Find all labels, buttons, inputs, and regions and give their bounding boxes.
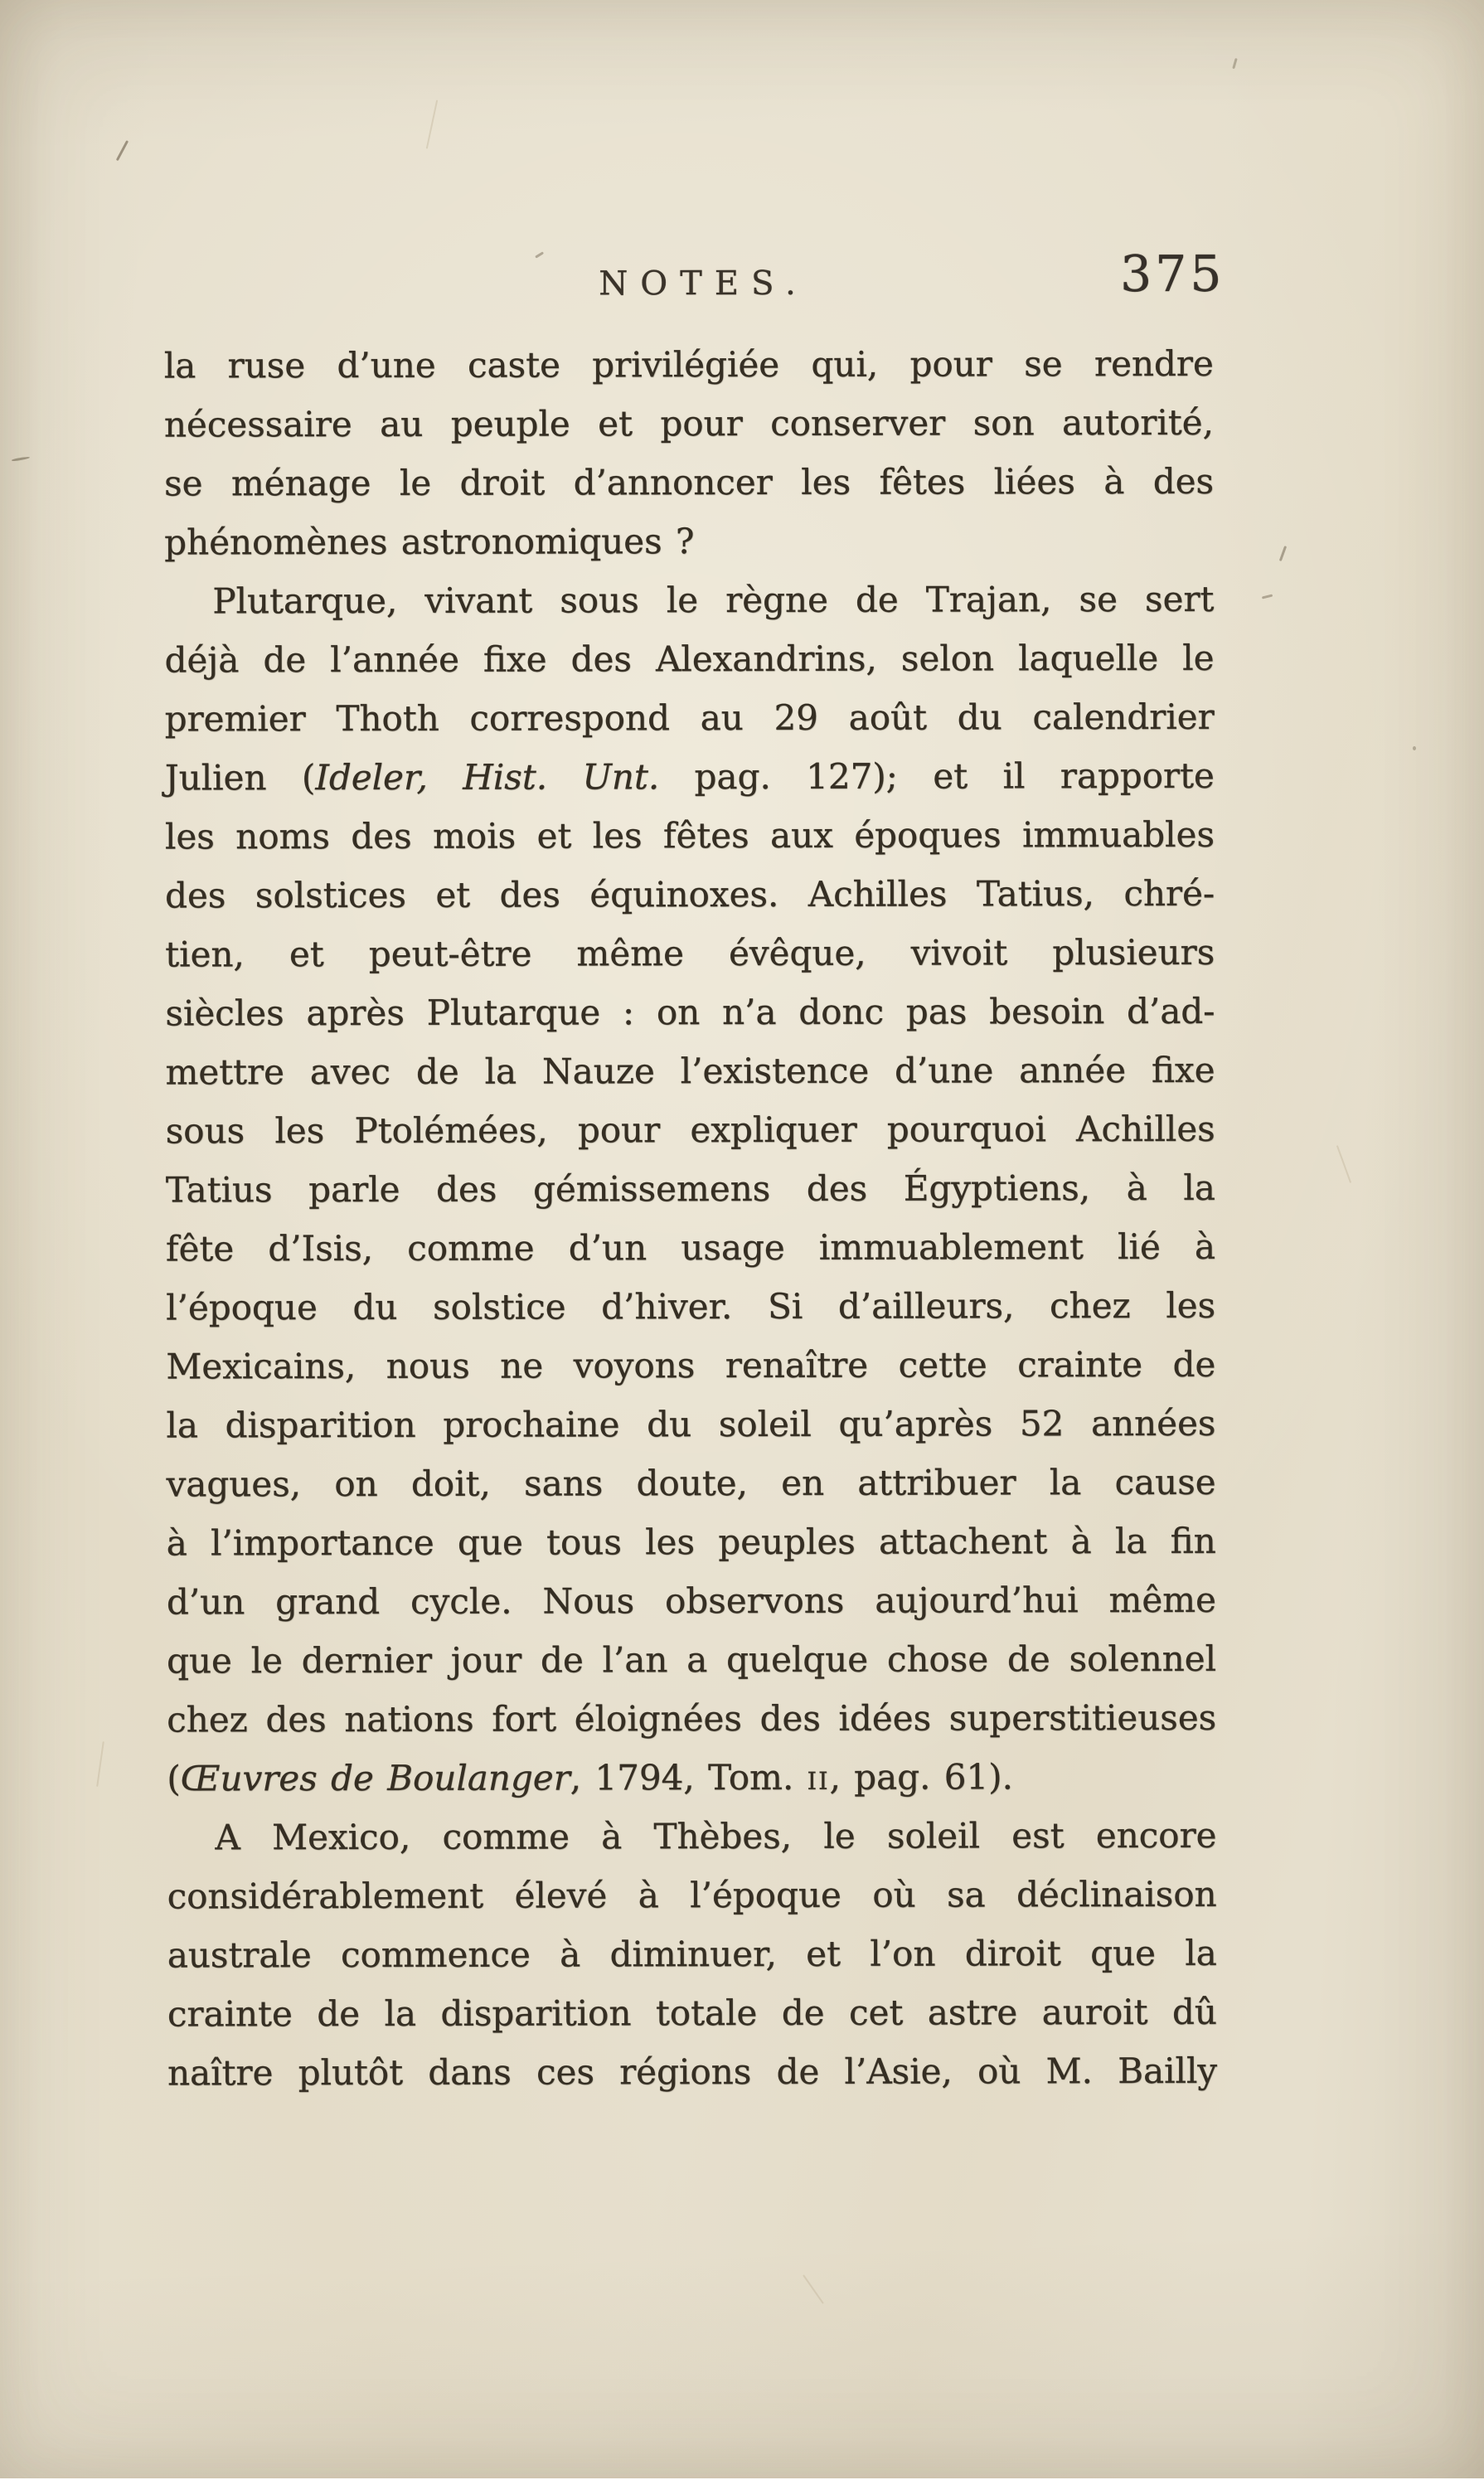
text-line xyxy=(166,1217,1215,1279)
text-segment: Mexicains, nous ne voyons renaître cette crainte de xyxy=(166,1343,1216,1387)
running-head-title: NOTES. xyxy=(599,264,808,303)
text-line xyxy=(164,393,1214,454)
smallcaps-text: ii xyxy=(807,1756,830,1798)
text-line xyxy=(167,2041,1217,2103)
text-segment: chez des nations fort éloignées des idées superstitieuses xyxy=(167,1696,1217,1740)
text-segment: crainte de la disparition totale de cet astre auroit dû xyxy=(167,1991,1218,2035)
text-line xyxy=(164,570,1214,631)
italic-text: Œuvres de Boulanger xyxy=(180,1757,570,1799)
text-line xyxy=(167,1983,1217,2044)
text-segment: Julien ( xyxy=(164,757,316,798)
text-line xyxy=(164,452,1214,513)
page-number: 375 xyxy=(1119,245,1225,304)
text-line xyxy=(167,1688,1216,1750)
text-line xyxy=(166,1099,1215,1161)
text-line xyxy=(164,628,1214,690)
text-segment: premier Thoth correspond au 29 août du calendrier xyxy=(164,696,1215,740)
text-line xyxy=(167,1747,1216,1808)
body-text xyxy=(164,334,1217,2103)
text-segment: tien, et peut-être même évêque, vivoit plusieurs xyxy=(165,931,1215,975)
text-line xyxy=(166,1041,1215,1102)
text-segment: naître plutôt dans ces régions de l’Asie, où M. Bailly xyxy=(167,2050,1218,2094)
italic-text: Ideler, Hist. Unt. xyxy=(315,756,660,798)
text-segment: nécessaire au peuple et pour conserver son autorité, xyxy=(163,401,1214,445)
text-segment: Plutarque, vivant sous le règne de Trajan, se sert xyxy=(212,578,1215,622)
text-line xyxy=(164,511,1214,572)
text-line xyxy=(167,1924,1217,1985)
text-segment: l’époque du solstice d’hiver. Si d’ailleurs, chez les xyxy=(166,1284,1216,1328)
text-segment: Tatius parle des gémissemens des Égyptiens, à la xyxy=(165,1167,1215,1211)
text-line xyxy=(165,923,1215,984)
text-segment: ( xyxy=(167,1758,181,1799)
text-segment: , pag. 61). xyxy=(829,1756,1014,1798)
text-segment: phénomènes astronomiques ? xyxy=(164,521,695,563)
text-line xyxy=(167,1453,1216,1514)
text-segment: les noms des mois et les fêtes aux époques immuables xyxy=(164,813,1215,857)
text-line xyxy=(166,1276,1215,1337)
text-line xyxy=(167,1806,1216,1867)
text-line xyxy=(165,864,1215,925)
text-line xyxy=(167,1512,1216,1573)
text-line xyxy=(167,1629,1216,1691)
text-line xyxy=(165,687,1215,749)
text-line xyxy=(167,1570,1216,1632)
text-line xyxy=(165,982,1215,1043)
text-segment: considérablement élevé à l’époque où sa déclinaison xyxy=(167,1873,1217,1917)
text-segment: , 1794, Tom. xyxy=(570,1756,807,1798)
text-segment: pag. 127); et il rapporte xyxy=(659,755,1215,798)
text-line xyxy=(165,805,1215,866)
text-line xyxy=(165,746,1215,808)
text-segment: A Mexico, comme à Thèbes, le soleil est encore xyxy=(215,1814,1217,1858)
text-segment: d’un grand cycle. Nous observons aujourd’hui même xyxy=(166,1579,1216,1623)
text-segment: vagues, on doit, sans doute, en attribuer la cause xyxy=(166,1461,1216,1505)
text-line xyxy=(166,1394,1215,1455)
text-segment: sous les Ptolémées, pour expliquer pourquoi Achilles xyxy=(165,1108,1215,1152)
text-segment: mettre avec de la Nauze l’existence d’une année fixe xyxy=(165,1049,1215,1093)
text-segment: se ménage le droit d’annoncer les fêtes liées à des xyxy=(164,460,1215,504)
text-segment: la ruse d’une caste privilégiée qui, pour se rendre xyxy=(163,342,1214,386)
text-segment: déjà de l’année fixe des Alexandrins, selon laquelle le xyxy=(164,637,1215,681)
text-line xyxy=(164,334,1214,396)
text-segment: australe commence à diminuer, et l’on diroit que la xyxy=(167,1932,1217,1976)
text-line xyxy=(166,1335,1215,1396)
text-segment: que le dernier jour de l’an a quelque chose de solennel xyxy=(167,1638,1217,1682)
text-segment: siècles après Plutarque : on n’a donc pas besoin d’ad- xyxy=(165,990,1215,1034)
text-line xyxy=(166,1158,1215,1220)
text-segment: des solstices et des équinoxes. Achilles Tatius, chré- xyxy=(165,872,1215,916)
text-line xyxy=(167,1865,1217,1926)
text-segment: la disparition prochaine du soleil qu’après 52 années xyxy=(166,1402,1216,1446)
text-segment: fête d’Isis, comme d’un usage immuablement lié à xyxy=(165,1225,1216,1269)
text-segment: à l’importance que tous les peuples attachent à la fin xyxy=(166,1520,1216,1564)
